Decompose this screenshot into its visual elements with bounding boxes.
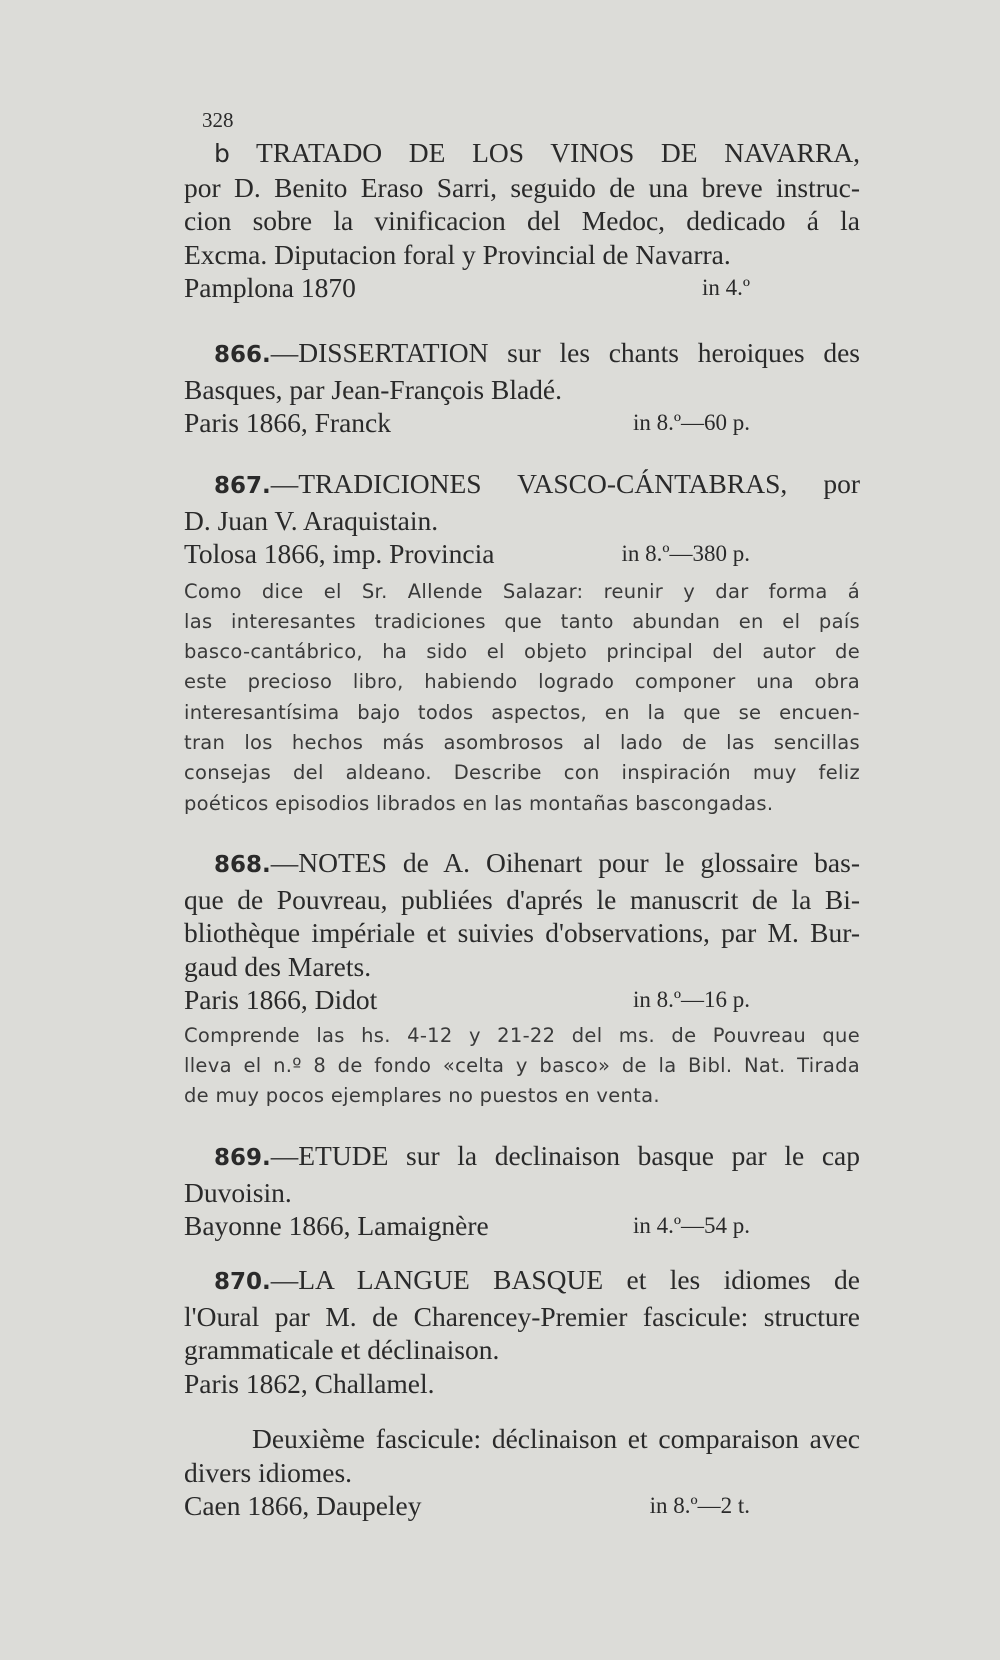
- entry-text-line: cion sobre la vinificacion del Medoc, dedicado á la: [184, 205, 860, 236]
- entry-number: b: [214, 139, 230, 168]
- note-line: las interesantes tradiciones que tanto abundan en el país: [184, 609, 860, 633]
- entry-imprint: [184, 537, 860, 571]
- entry-note: [184, 1021, 860, 1112]
- note-line: basco-cantábrico, ha sido el objeto principal del autor de: [184, 640, 860, 664]
- entry-imprint: [184, 271, 860, 305]
- catalog-entry-869: [184, 1139, 860, 1243]
- entry-title-line: TRATADO DE LOS VINOS DE NAVARRA,: [256, 137, 860, 168]
- note-line: interesantísima bajo todos aspectos, en la que se encuen-: [184, 700, 860, 724]
- note-line: consejas del aldeano. Describe con inspiración muy feliz: [184, 761, 860, 785]
- entry-text-line: grammaticale et déclinaison.: [184, 1334, 500, 1365]
- entry-text-line: Deuxième fascicule: déclinaison et comparaison avec: [252, 1423, 860, 1454]
- catalog-entry-b: [184, 136, 860, 305]
- note-line: este precioso libro, habiendo logrado componer una obra: [184, 670, 860, 694]
- imprint-place: Paris 1866, Franck: [184, 407, 391, 438]
- note-line: lleva el n.º 8 de fondo «celta y basco» de la Bibl. Nat. Tirada: [184, 1053, 860, 1077]
- entry-title-line: —ETUDE sur la declinaison basque par le cap: [270, 1140, 860, 1171]
- imprint-place: Pamplona 1870: [184, 272, 356, 303]
- imprint-place: Paris 1866, Didot: [184, 984, 378, 1015]
- note-line: Comprende las hs. 4-12 y 21-22 del ms. de Pouvreau que: [184, 1023, 860, 1047]
- entry-text-line: bliothèque impériale et suivies d'observations, par M. Bur-: [184, 917, 860, 948]
- entry-text-line: Excma. Diputacion foral y Provincial de Navarra.: [184, 238, 731, 270]
- page-number: 328: [202, 108, 234, 132]
- entry-imprint: [184, 1367, 860, 1401]
- imprint-format: in 4.º—54 p.: [632, 1213, 750, 1238]
- imprint-place: Tolosa 1866, imp. Provincia: [184, 538, 495, 569]
- entry-number: 869.: [214, 1145, 271, 1171]
- imprint-place: Bayonne 1866, Lamaignère: [184, 1210, 489, 1241]
- entry-number: 868.: [214, 852, 271, 878]
- catalog-entry-868: [184, 846, 860, 1111]
- entry-text-line: gaud des Marets.: [184, 950, 372, 982]
- entry-number: 867.: [214, 473, 271, 499]
- catalog-entry-866: [184, 336, 860, 440]
- entry-title-line: —LA LANGUE BASQUE et les idiomes de: [270, 1264, 860, 1295]
- note-line: Como dice el Sr. Allende Salazar: reunir y dar forma á: [184, 579, 860, 603]
- entry-imprint: [184, 1209, 860, 1243]
- catalog-entry-870-continued: [184, 1422, 860, 1523]
- entry-imprint: [184, 983, 860, 1017]
- imprint-format: in 8.º—380 p.: [621, 541, 750, 566]
- entry-imprint: [184, 1489, 860, 1523]
- entry-title-line: —NOTES de A. Oihenart pour le glossaire bas-: [270, 847, 860, 878]
- imprint-format: in 4.º: [701, 275, 750, 300]
- entry-text-line: l'Oural par M. de Charencey-Premier fascicule: structure: [184, 1300, 860, 1332]
- entry-note: [184, 577, 860, 819]
- entry-text-line: por D. Benito Eraso Sarri, seguido de una breve instruc-: [184, 171, 860, 203]
- note-line: poéticos episodios librados en las montañas bascongadas.: [184, 791, 774, 815]
- entry-number: 870.: [214, 1269, 271, 1295]
- entry-text-line: Duvoisin.: [184, 1176, 292, 1208]
- imprint-format: in 8.º—2 t.: [649, 1493, 750, 1518]
- imprint-format: in 8.º—16 p.: [632, 987, 750, 1012]
- entry-text-line: Basques, par Jean-François Bladé.: [184, 373, 563, 405]
- entry-title-line: —TRADICIONES VASCO-CÁNTABRAS, por: [270, 468, 860, 499]
- catalog-entry-870: [184, 1263, 860, 1400]
- note-line: de muy pocos ejemplares no puestos en venta.: [184, 1084, 660, 1108]
- entry-text-line: divers idiomes.: [184, 1456, 353, 1488]
- imprint-format: [750, 1367, 860, 1401]
- imprint-place: Caen 1866, Daupeley: [184, 1490, 422, 1521]
- note-line: tran los hechos más asombrosos al lado de las sencillas: [184, 730, 860, 754]
- entry-number: 866.: [214, 342, 271, 368]
- entry-text-line: D. Juan V. Araquistain.: [184, 504, 439, 536]
- catalog-entry-867: [184, 467, 860, 819]
- entry-imprint: [184, 406, 860, 440]
- imprint-format: in 8.º—60 p.: [632, 410, 750, 435]
- imprint-place: Paris 1862, Challamel.: [184, 1367, 435, 1399]
- entry-title-line: —DISSERTATION sur les chants heroiques des: [270, 337, 860, 368]
- entry-text-line: que de Pouvreau, publiées d'aprés le manuscrit de la Bi-: [184, 883, 860, 915]
